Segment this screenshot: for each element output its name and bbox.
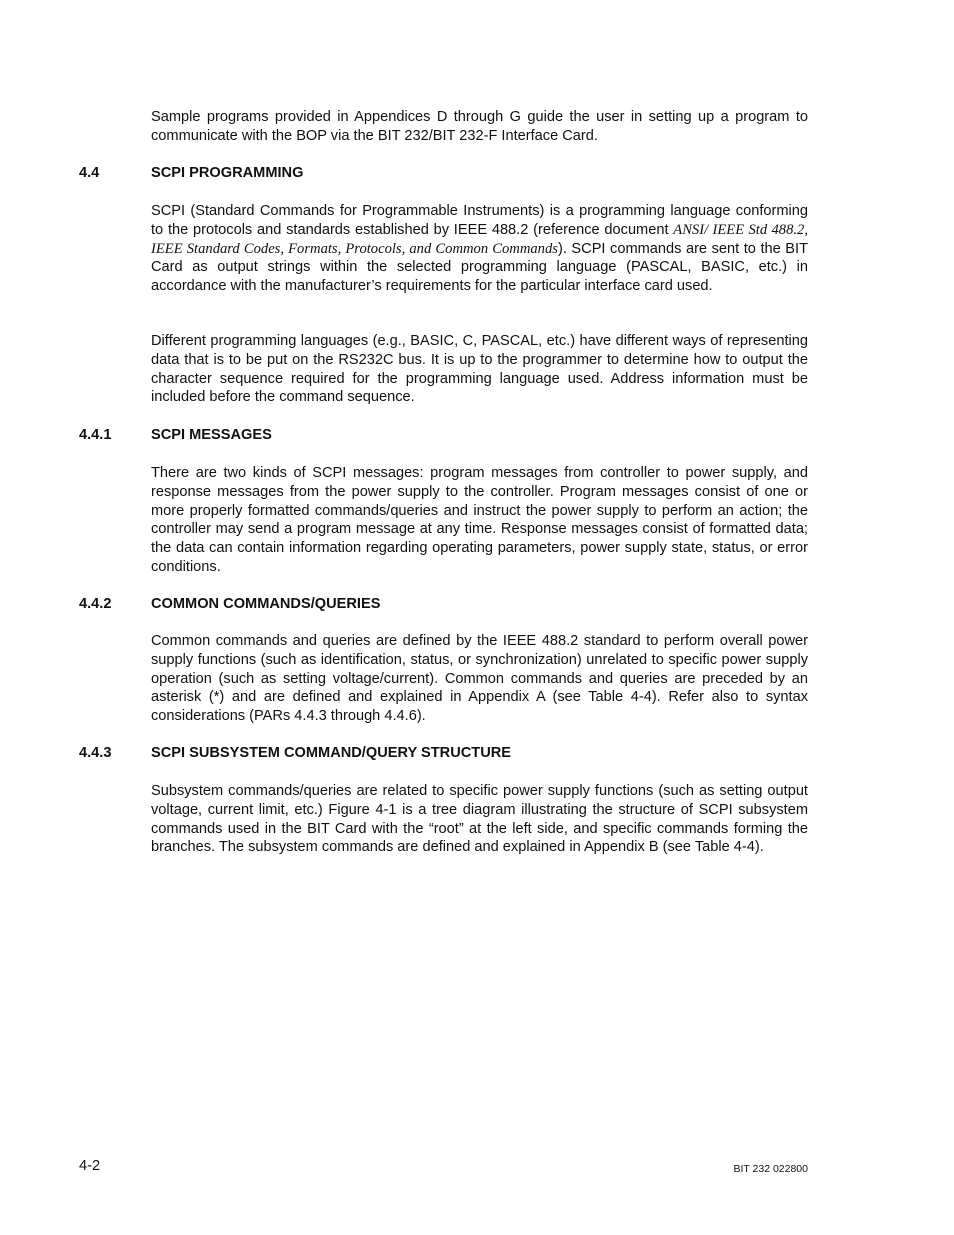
section-title: SCPI SUBSYSTEM COMMAND/QUERY STRUCTURE [151,745,512,761]
section-title: SCPI MESSAGES [151,427,272,443]
section-number: 4.4.1 [79,427,112,443]
page-number: 4-2 [79,1158,101,1174]
section-heading-4-4-2 [79,595,380,613]
paragraph-text: ). SCPI commands are sent to the BIT Card as output strings within the selected programming language (PASCAL, BASIC, etc.) in accordance with the manufacturer’s requirements for the particular interface card used. [151,240,808,295]
section-number: 4.4.3 [79,745,112,761]
scpi-programming-paragraph-1 [151,202,808,296]
section-heading-4-4-3 [79,744,511,762]
section-title: COMMON COMMANDS/QUERIES [151,596,381,612]
document-id: BIT 232 022800 [733,1163,808,1175]
section-number: 4.4.2 [79,596,112,612]
section-title: SCPI PROGRAMMING [151,165,304,181]
paragraph-text: SCPI (Standard Commands for Programmable Instruments) is a programming language conforming to the protocols and standards established by IEEE 488.2 (reference document [151,203,808,238]
common-commands-paragraph: Common commands and queries are defined by the IEEE 488.2 standard to perform overall power supply functions (such as identification, status, or synchronization) unrelated to specific power supply operation (such as setting voltage/current). Common commands and queries are preceded by an asterisk (*) and are defined and explained in Appendix A (see Table 4-4). Refer also to syntax considerations (PARs 4.4.3 through 4.4.6). [151,633,808,725]
scpi-programming-paragraph-2: Different programming languages (e.g., BASIC, C, PASCAL, etc.) have different ways of representing data that is to be put on the RS232C bus. It is up to the programmer to determine how to output the character sequence required for the programming language used. Address information must be included before the command sequence. [151,333,808,406]
section-number: 4.4 [79,165,100,181]
scpi-messages-paragraph: There are two kinds of SCPI messages: program messages from controller to power supply, and response messages from the power supply to the controller. Program messages consist of one or more properly formatted commands/queries and instruct the power supply to perform an action; the controller may send a program message at any time. Response messages consist of formatted data; the data can contain information regarding operating parameters, power supply state, status, or error conditions. [151,465,808,575]
intro-paragraph: Sample programs provided in Appendices D through G guide the user in setting up a program to communicate with the BOP via the BIT 232/BIT 232-F Interface Card. [151,109,808,144]
section-heading-4-4 [79,164,303,182]
reference-document-title: ANSI/ IEEE Std 488.2, IEEE Standard Codes, Formats, Protocols, and Common Commands [151,221,808,257]
section-heading-4-4-1 [79,426,272,444]
subsystem-structure-paragraph: Subsystem commands/queries are related to specific power supply functions (such as setting output voltage, current limit, etc.) Figure 4-1 is a tree diagram illustrating the structure of SCPI subsystem commands used in the BIT Card with the “root” at the left side, and specific commands forming the branches. The subsystem commands are defined and explained in Appendix B (see Table 4-4). [151,783,808,856]
